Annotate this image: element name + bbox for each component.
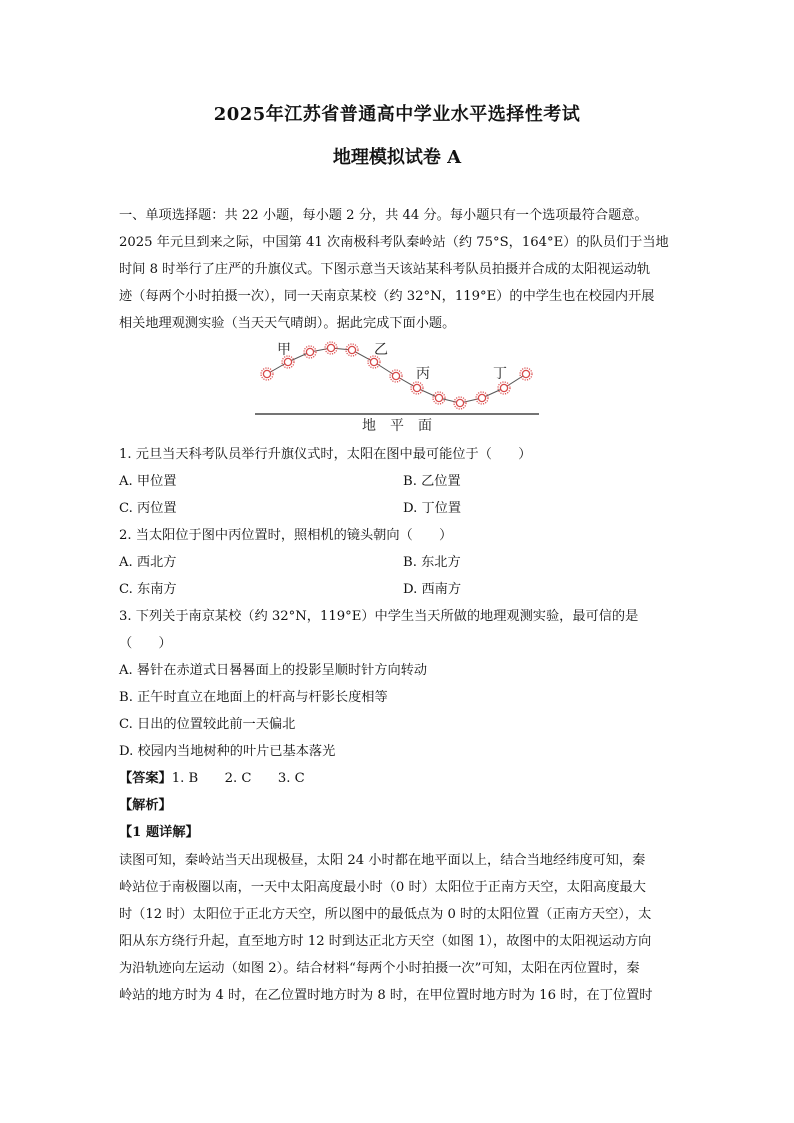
- sun-marker: [284, 358, 291, 365]
- question-1-stem: 1. 元旦当天科考队员举行升旗仪式时，太阳在图中最可能位于（ ）: [119, 447, 532, 462]
- sun-marker: [435, 394, 442, 401]
- material-line-4: 相关地理观测实验（当天天气晴朗）。据此完成下面小题。: [119, 316, 456, 331]
- answer-text: 1. B 2. C 3. C: [171, 771, 305, 786]
- material-line-2: 时间 8 时举行了庄严的升旗仪式。下图示意当天该站某科考队员拍摄并合成的太阳视运动轨: [119, 262, 651, 277]
- sun-marker: [306, 348, 313, 355]
- section-heading: 一、单项选择题：共 22 小题，每小题 2 分，共 44 分。每小题只有一个选项最符合题意。: [119, 208, 648, 223]
- exam-subtitle: 地理模拟试卷 A: [332, 147, 462, 168]
- sun-marker: [478, 394, 485, 401]
- sun-marker: [263, 370, 270, 377]
- horizon-label: 地 平 面: [362, 418, 432, 434]
- sun-path-diagram: [250, 336, 550, 436]
- analysis-line-5: 为沿轨迹向左运动（如图 2）。结合材料“每两个小时拍摄一次”可知，太阳在丙位置时，秦: [119, 961, 640, 976]
- answer-row: [119, 767, 305, 786]
- question-3-stem: 3. 下列关于南京某校（约 32°N，119°E）中学生当天所做的地理观测实验，最可信的是: [119, 609, 639, 624]
- answer-label: 【答案】: [119, 771, 172, 786]
- q1-option-a: A. 甲位置: [119, 474, 177, 489]
- label-yi: 乙: [374, 342, 388, 358]
- q3-option-b: B. 正午时直立在地面上的杆高与杆影长度相等: [119, 690, 388, 705]
- analysis-line-4: 阳从东方绕行升起，直至地方时 12 时到达正北方天空（如图 1），故图中的太阳视运动方向: [119, 934, 652, 949]
- analysis-line-1: 读图可知，秦岭站当天出现极昼，太阳 24 小时都在地平面以上，结合当地经纬度可知，秦: [119, 853, 646, 868]
- sun-points: [261, 342, 532, 409]
- sun-marker: [522, 370, 529, 377]
- label-ding: 丁: [493, 366, 507, 382]
- q2-option-d: D. 西南方: [403, 582, 462, 597]
- q1-option-b: B. 乙位置: [403, 474, 461, 489]
- sun-marker: [392, 372, 399, 379]
- material-line-1: 2025 年元旦到来之际，中国第 41 次南极科考队秦岭站（约 75°S，164°E）的队员们于当地: [119, 235, 669, 250]
- sun-marker: [413, 384, 420, 391]
- sun-marker: [348, 346, 355, 353]
- q3-option-d: D. 校园内当地树种的叶片已基本落光: [119, 744, 336, 759]
- question-3-stem-cont: （ ）: [119, 636, 172, 651]
- label-bing: 丙: [416, 366, 430, 382]
- q1-option-d: D. 丁位置: [403, 501, 462, 516]
- sun-marker: [456, 399, 463, 406]
- material-line-3: 迹（每两个小时拍摄一次），同一天南京某校（约 32°N，119°E）的中学生也在校园内开展: [119, 289, 655, 304]
- q1-option-c: C. 丙位置: [119, 501, 177, 516]
- sun-marker: [500, 384, 507, 391]
- analysis-line-2: 岭站位于南极圈以南，一天中太阳高度最小时（0 时）太阳位于正南方天空，太阳高度最大: [119, 880, 646, 895]
- analysis-label: 【解析】: [119, 798, 172, 813]
- sun-marker: [370, 358, 377, 365]
- sun-marker: [327, 344, 334, 351]
- q2-option-b: B. 东北方: [403, 555, 461, 570]
- q3-option-a: A. 晷针在赤道式日晷晷面上的投影呈顺时针方向转动: [119, 663, 428, 678]
- q2-option-a: A. 西北方: [119, 555, 177, 570]
- q3-option-c: C. 日出的位置较此前一天偏北: [119, 717, 296, 732]
- question-2-stem: 2. 当太阳位于图中丙位置时，照相机的镜头朝向（ ）: [119, 528, 453, 543]
- analysis-line-6: 岭站的地方时为 4 时，在乙位置时地方时为 8 时，在甲位置时地方时为 16 时，在丁位置时: [119, 988, 653, 1003]
- q2-option-c: C. 东南方: [119, 582, 177, 597]
- analysis-line-3: 时（12 时）太阳位于正北方天空，所以图中的最低点为 0 时的太阳位置（正南方天空），太: [119, 907, 652, 922]
- label-jia: 甲: [277, 342, 291, 358]
- exam-title: 2025年江苏省普通高中学业水平选择性考试: [213, 104, 581, 125]
- analysis-sub-label: 【1 题详解】: [119, 825, 199, 840]
